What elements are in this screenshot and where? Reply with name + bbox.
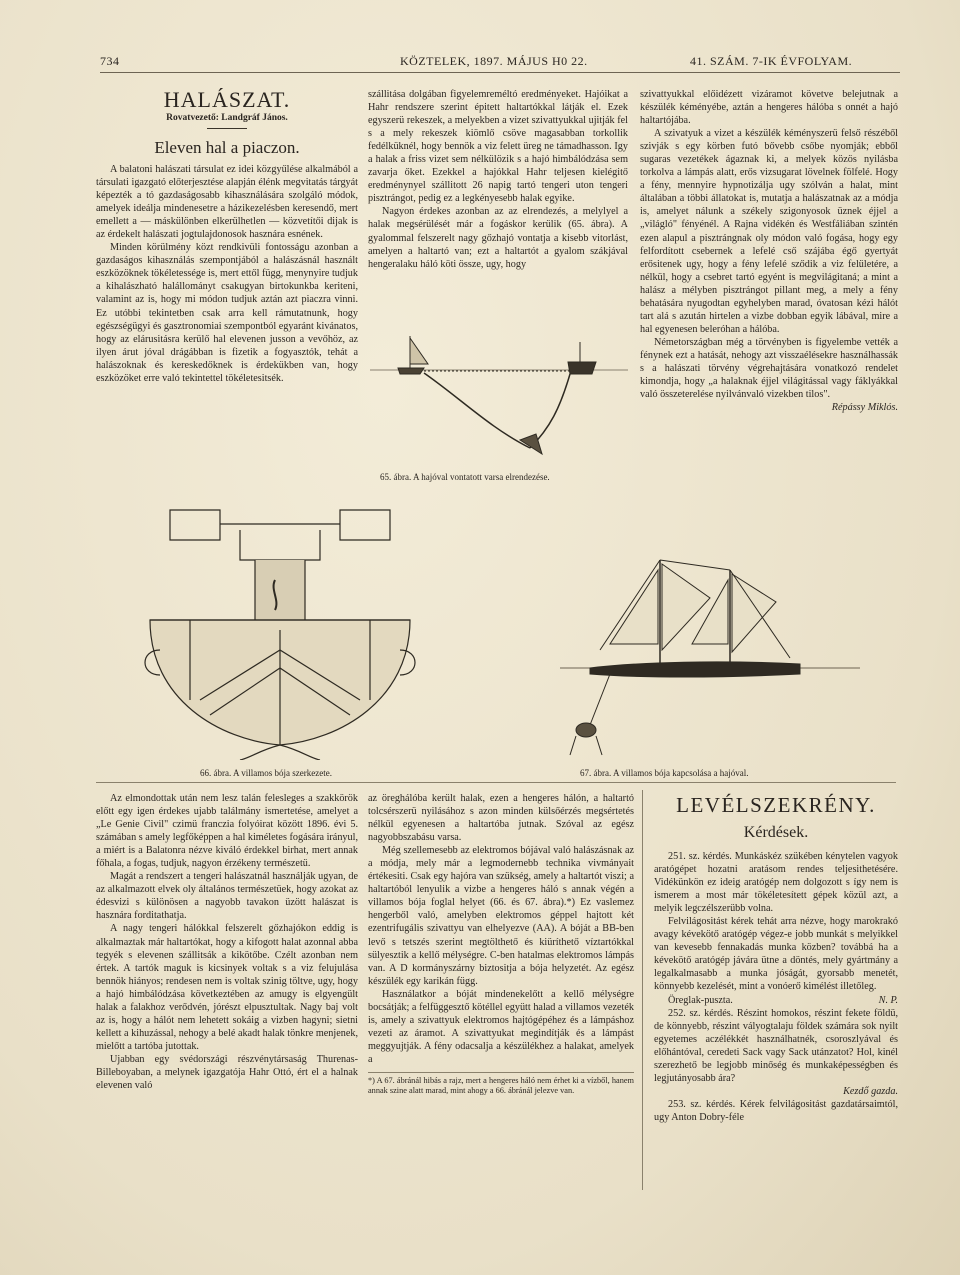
question-text: Részint homokos, részint fekete földü, de könnyebb, részint vályogtalaju földek számára sok nyilt egyetemes aczélékkét használhatnék, csoroszlyával és előhántóval, ceredeti Sack vagy Sack utánzatot? Hol, kinél szerezhető be legjobb minőség és munkaképességben és legjutányosabb ára? xyxy=(654,1007,898,1084)
paragraph: az öreghálóba került halak, ezen a hengeres hálón, a haltartó tolcsérszerü nyilásához s azon minden külsőérzés megsértetés nélkül egyenesen a haltartóba jutnak. Szóval az egész nagyobbszabásu varsa. xyxy=(368,793,634,844)
title-divider xyxy=(207,128,247,129)
paragraph: szállitása dolgában figyelemreméltó eredményeket. Hajóikat a Hahr rendszere szerint épitett haltartókkal látják el. Ezek egyszerü rekeszek, a melyekben a vizet szivattyukkal ujitják fel s a mely rekeszek kiömlő csöve magasabban torkollik fedélküknél, hogy bennök a viz felett üreg ne támadhasson. Igy a halak a friss vizet sem nélkülözik s a hajó himbálódzása sem zavarja őket. Ezekkel a hajókkal Hahr teljesen kielégitő eredménynyel szállitott 26 napig tartó tengeri uton tengeri pisztrángot, pedig ez a legkényesebb halak egyike. xyxy=(368,89,628,205)
letters-subtitle: Kérdések. xyxy=(743,824,809,841)
paragraph: Használatkor a bóját mindenekelőtt a kellő mélységre bocsátják; a felfüggesztő kötéllel együtt halad a villamos vezeték is, amely a szivattyuk elektromos hajtógépéhez és a lámpáshoz vezeti az áramot. A szivattyukat megindítják és a lámpást meggyujtják. A fény odacsalja a készülékhez a halakat, amelyek a xyxy=(368,988,634,1065)
section-title: HALÁSZAT. xyxy=(163,88,291,112)
section-editor: Rovatvezető: Landgráf János. xyxy=(166,113,288,123)
figure-65-towed-net xyxy=(370,328,628,468)
issue-date: KÖZTELEK, 1897. MÁJUS H0 22. xyxy=(400,54,588,68)
paragraph: Németországban még a törvényben is figyelembe vették a fénynek ezt a hatását, nehogy azt visszaélésekre használhassák s a halászati törvény végrehajtására vonatkozó rendelet kimondja, hogy „a halaknak éjjel világitással vagy fáklyákkal való összeterelése nyilvánvaló vizekben tilos". xyxy=(640,336,898,401)
question-number: 251. sz. kérdés. xyxy=(668,851,732,862)
question-text: Kérek felvilágositást gazdatársaimtól, ugy Anton Dobry-féle xyxy=(654,1098,898,1123)
paragraph: A balatoni halászati társulat ez idei közgyűlése alkalmából a társulati igazgató előterjesztése alapján élénk megvitatás tárgyát képezték a tó gazdaságosabb kihasználására szolgáló módok, amelyek ideálja mindenesetre a házikezelésben keresendő, mert emellett a — máskülönben elkerülhetlen — közvetítői dijak is az érdekelt halászati jogtulajdonosok hasznára esnének. xyxy=(96,164,358,241)
paragraph: Magát a rendszert a tengeri halászatnál használják ugyan, de az alkalmazott elvek oly általános természetüek, hogy azokat az édesvizi s különösen a nagyobb tavakon üzött halászat is hasznára forditathatja. xyxy=(96,871,358,922)
column-1-lower xyxy=(96,792,358,1192)
issue-number: 41. SZÁM. 7-IK ÉVFOLYAM. xyxy=(690,54,853,68)
column-1-upper xyxy=(96,88,358,488)
paragraph: A nagy tengeri hálókkal felszerelt gőzhajókon eddig is alkalmaztak már haltartókat, hogy a kifogott halat azonnal abba tegyék s elevenen szállitsák a kikötőbe. Czélt azonban nem értek. A tartók maguk is kicsinyek voltak s a viz felujulása bennök hiányos; rendesen nem is voltak szinig töltve, ugy, hogy a hajó himbálódzása következtében az amugy is elgyengült halak a falakhoz verődvén, jórészt elpusztultak. Nagy baj volt az is, hogy a hálót nem lehetett sokáig a vizben hagyni; sietni kellett a kihuzással, nehogy a belé akadt halak tönkre menjenek, mielőtt a tartóba jutottak. xyxy=(96,923,358,1052)
page-number: 734 xyxy=(100,54,120,68)
section-divider xyxy=(96,782,896,783)
page-header xyxy=(100,54,900,73)
footnote: *) A 67. ábránál hibás a rajz, mert a hengeres háló nem érhet ki a vízből, hanem annak szine alatt marad, mint ahogy a 66. ábránál jelezve van. xyxy=(368,1072,634,1096)
question-signature: N. P. xyxy=(878,994,898,1006)
paragraph: szivattyukkal előidézett vizáramot követve belejutnak a készülék kéményébe, aztán a hengeres hálóba s onnét a hajó haltartójába. xyxy=(640,89,898,127)
paragraph: Még szellemesebb az elektromos bójával való halászásnak az a módja, mely már a legmodernebb technika vivmányait értékesiti. Csak egy hajóra van szükség, amely a haltartót viszi; a haltartóból lenyulik a vizbe a hengeres háló s annak végén a villamos bója foglal helyet (66. és 67. ábra).*) Ez vaslemez hengerből való, amelyben elektromos géppel hajtott két ezentrifugális szivattyu van elhelyezve (AA). A bóját a BB-ben levő s tetszés szerint megtölthető és kiüríthető víztartókkal sülyesztik a kellő mélységre. C-ben hatalmas elektromos lámpás van. A D kormányszárny biztositja a bója helyzetét. Az egész készülék egy karikán függ. xyxy=(368,845,634,987)
question-number: 253. sz. kérdés. xyxy=(668,1098,736,1110)
question-sign-row xyxy=(654,994,898,1007)
article-signature: Répássy Miklós. xyxy=(831,402,898,414)
question-number: 252. sz. kérdés. xyxy=(668,1007,734,1019)
column-3-upper xyxy=(640,88,898,492)
figure-67-caption: 67. ábra. A villamos bója kapcsolása a hajóval. xyxy=(580,768,749,778)
question-text: Munkáskéz szükében kénytelen vagyok aratógépet hozatni aratásom rendes teljesithetésére. Vidékünkön ez ideig aratógép nem dolgozott s így nem is ismerem a most már tökéletesített gépek közül azt, a melyik legczélszerübb volna. xyxy=(654,851,898,915)
figure-67-buoy-with-ship xyxy=(500,540,860,760)
question-signature: Kezdő gazda. xyxy=(843,1085,898,1097)
question-text: Felvilágositást kérek tehát arra nézve, hogy marokrakó avagy kévekötő aratógép végez-e jobb munkát s melyikkel van kevesebb fennakadás munka közben? továbbá ha a kévekötő aratógép jávára ütne a döntés, mely gyártmány a legalkalmasabb a munka jóságát, gyorsabb menetét, könnyebb kezelését, mint a vonóerő kimélést illetőleg. xyxy=(654,916,898,993)
paragraph: A szivatyuk a vizet a készülék kéményszerü felső részéből szivják s egy körben futó bővebb csőbe nyomják; ebből sugaras vezetékek ágaznak ki, a melyek közös nyilásba torkolva a lámpás alatt, erős vizsugarat lövelnek fölfelé. Hogy a fény, mennyire hypnotizálja ugy szólván a halat, mint általában a többi állatokat is, mutatja a halászatnak az a módja is, amelyet nálunk a székely szigonyosok üznek éjjel a „világló" fényénél. A Rajna vidékén és Westfáliában szintén ezen alapul a pisztrángnak oly módon való fogása, hogy egy felfordított csebernek a lefelé cső szájába égő gyertyát erősitenek ugy, hogy a fény lefelé sződik a viz felületére, a nélkül, hogy a csebret tartó egyént is megvilágitaná; a mint a halász a mélyben pisztrángot pillant meg, a mely a fény behatására nyugodtan egyhelyben marad, óvatosan kézi hálót tart alá s azután hirtelen a vizbe dobban egyik lábával, mire a hal egyenesen beleróhan a hálóba. xyxy=(640,128,898,335)
figure-66-caption: 66. ábra. A villamos bója szerkezete. xyxy=(200,768,332,778)
paragraph: Nagyon érdekes azonban az az elrendezés, a melylyel a halak megsérülését már a fogáskor kerülik (65. ábra). A gyalommal felszerelt nagy gőzhajó vontatja a kisebb vitorlást, amelyen a haltartó van; ezt a haltartót a gyalom szákjával hengeralaku háló köti össze, ugy, hogy xyxy=(368,206,628,270)
letters-title: LEVÉLSZEKRÉNY. xyxy=(676,793,876,817)
paragraph: Minden körülmény közt rendkivüli fontosságu azonban a gazdaságos kihasználás szempontjából a halászásnál használt eszközöknek tökéletessége is, mert ettől függ, menynyire tudjuk a kihalászható halállományt csakugyan birtokunkba keriteni, valamint az is, hogy mi módon tudjuk aztán azt piaczra vinni. Ez utóbbi tekintetben csak arra kell rámutatnunk, hogy egészségügyi és gasztronomiai szempontból egyaránt kivánatos, hogy az elárusitásra kerülő hal elevenen jusson a vevőhöz, az ilyen árut jóval drágábban is fizetik a fogyasztók, tehát a halászoknak és kereskedőknek is érdekükben van, hogy eszközöket erre való tekintettel tökéletesitsék. xyxy=(96,242,358,384)
column-2-lower xyxy=(368,792,634,1192)
paragraph: Ujabban egy svédországi részvénytársaság Thurenas-Billeboyaban, a melynek igazgatója Hahr Ottó, ért el a halnak elevenen való xyxy=(96,1053,358,1092)
column-divider xyxy=(642,790,643,1190)
figure-65-caption: 65. ábra. A hajóval vontatott varsa elrendezése. xyxy=(380,472,550,482)
question-sender: Öreglak-puszta. xyxy=(668,994,733,1006)
paragraph: Az elmondottak után nem lesz talán felesleges a szakkörök előtt egy igen érdekes ujabb találmány ismertetése, amelyet a „Le Genie Civil" czimü franczia folyóirat között 1896. évi 5. számában s amely legfőképpen a hal kiméletes fogására irányul, a miért is a Balatonra nézve kiváló érdekkel birhat, mert annak főhala, a fogas, tudjuk, nagyon érzékeny természetü. xyxy=(96,793,358,870)
article-title: Eleven hal a piaczon. xyxy=(154,138,300,157)
column-3-lower-letters xyxy=(654,792,898,1192)
figure-66-buoy-structure xyxy=(130,500,430,760)
column-2-upper xyxy=(368,88,628,320)
